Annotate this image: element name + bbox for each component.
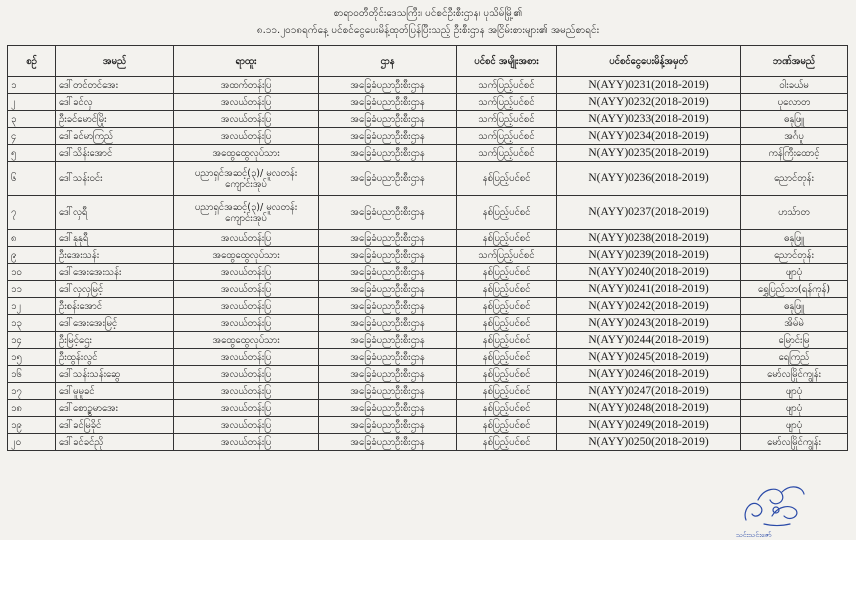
row-name: ဦးစန်းအောင် <box>56 298 174 315</box>
table-header-row <box>8 46 848 77</box>
table-row <box>8 383 848 400</box>
table-row <box>8 349 848 366</box>
row-type: သက်ပြည့်ပင်စင် <box>457 94 557 111</box>
row-bank: ရေကြည် <box>741 349 848 366</box>
row-code: N(AYY)0237(2018-2019) <box>557 196 741 230</box>
table-row <box>8 111 848 128</box>
row-code: N(AYY)0238(2018-2019) <box>557 230 741 247</box>
table-row <box>8 281 848 298</box>
row-name: ဒေါ်အေးအေးမြင့် <box>56 315 174 332</box>
row-code: N(AYY)0247(2018-2019) <box>557 383 741 400</box>
table-row <box>8 298 848 315</box>
table-row <box>8 434 848 451</box>
row-name: ဦးခင်မောင်မြိုး <box>56 111 174 128</box>
row-type: နစ်ပြည့်ပင်စင် <box>457 281 557 298</box>
row-rank: အလယ်တန်းပြ <box>174 111 319 128</box>
row-type: သက်ပြည့်ပင်စင် <box>457 247 557 264</box>
row-bank: ရွှေပြည်သာ(ရန်ကုန်) <box>741 281 848 298</box>
table-row <box>8 400 848 417</box>
row-code: N(AYY)0245(2018-2019) <box>557 349 741 366</box>
row-rank: ပညာရှင်အဆင့်(၃)/ မူလတန်းကျောင်းအုပ် <box>174 162 319 196</box>
row-code: N(AYY)0239(2018-2019) <box>557 247 741 264</box>
row-dept: အခြေခံပညာဦးစီးဌာန <box>319 349 457 366</box>
row-type: သက်ပြည့်ပင်စင် <box>457 111 557 128</box>
row-name: ဒေါ်ခင်မြခိုင် <box>56 417 174 434</box>
row-dept: အခြေခံပညာဦးစီးဌာန <box>319 230 457 247</box>
row-bank: ညောင်တုန်း <box>741 247 848 264</box>
row-dept: အခြေခံပညာဦးစီးဌာန <box>319 111 457 128</box>
row-dept: အခြေခံပညာဦးစီးဌာန <box>319 332 457 349</box>
row-dept: အခြေခံပညာဦးစီးဌာန <box>319 434 457 451</box>
row-dept: အခြေခံပညာဦးစီးဌာန <box>319 298 457 315</box>
row-code: N(AYY)0231(2018-2019) <box>557 77 741 94</box>
row-type: နစ်ပြည့်ပင်စင် <box>457 332 557 349</box>
col-header-type: ပင်စင် အမျိုးအစား <box>457 46 557 77</box>
row-type: နစ်ပြည့်ပင်စင် <box>457 298 557 315</box>
row-rank: အထွေထွေလုပ်သား <box>174 145 319 162</box>
col-header-name: အမည် <box>56 46 174 77</box>
document-subtitle: ၈.၁၁.၂၀၁၈ရက်နေ့ ပင်စင်ငွေပေးမိန့်ထုတ်ပြန်ပြီးသည့် ဦးစီးဌာန အငြိမ်းစားများ၏ အမည်စာရင်း <box>256 25 600 36</box>
row-bank: ဝါးခယ်မ <box>741 77 848 94</box>
row-no: ၅ <box>8 145 56 162</box>
row-bank: ပုလောတ <box>741 94 848 111</box>
row-name: ဒေါ်သိန်းအောင် <box>56 145 174 162</box>
row-type: နစ်ပြည့်ပင်စင် <box>457 162 557 196</box>
table-row <box>8 315 848 332</box>
row-rank: အလယ်တန်းပြ <box>174 128 319 145</box>
row-type: သက်ပြည့်ပင်စင် <box>457 145 557 162</box>
table-row <box>8 94 848 111</box>
row-code: N(AYY)0244(2018-2019) <box>557 332 741 349</box>
row-rank: အလယ်တန်းပြ <box>174 94 319 111</box>
row-name: ဒေါ်နုနုရီ <box>56 230 174 247</box>
row-dept: အခြေခံပညာဦးစီးဌာန <box>319 162 457 196</box>
row-dept: အခြေခံပညာဦးစီးဌာန <box>319 417 457 434</box>
row-no: ၁၆ <box>8 366 56 383</box>
row-code: N(AYY)0236(2018-2019) <box>557 162 741 196</box>
row-rank: အလယ်တန်းပြ <box>174 349 319 366</box>
table-row <box>8 230 848 247</box>
row-code: N(AYY)0233(2018-2019) <box>557 111 741 128</box>
row-no: ၈ <box>8 230 56 247</box>
col-header-code: ပင်စင်ငွေပေးမိန့်အမှတ် <box>557 46 741 77</box>
row-type: သက်ပြည့်ပင်စင် <box>457 128 557 145</box>
row-no: ၁၄ <box>8 332 56 349</box>
row-type: နစ်ပြည့်ပင်စင် <box>457 417 557 434</box>
signature-name: သင်းသင်းဇော် <box>736 531 772 539</box>
row-name: ဦးထွန်းလွင် <box>56 349 174 366</box>
table-row <box>8 77 848 94</box>
row-no: ၁၁ <box>8 281 56 298</box>
row-bank: ဓနုဖြူ <box>741 298 848 315</box>
col-header-bank: ဘဏ်အမည် <box>741 46 848 77</box>
row-bank: မော်လမြိုင်ကျွန်း <box>741 434 848 451</box>
row-code: N(AYY)0249(2018-2019) <box>557 417 741 434</box>
row-no: ၁၉ <box>8 417 56 434</box>
row-code: N(AYY)0243(2018-2019) <box>557 315 741 332</box>
col-header-rank: ရာထူး <box>174 46 319 77</box>
row-no: ၁၈ <box>8 400 56 417</box>
row-bank: ဖျာပုံ <box>741 264 848 281</box>
row-dept: အခြေခံပညာဦးစီးဌာန <box>319 383 457 400</box>
row-no: ၁၅ <box>8 349 56 366</box>
row-type: သက်ပြည့်ပင်စင် <box>457 77 557 94</box>
row-dept: အခြေခံပညာဦးစီးဌာန <box>319 77 457 94</box>
row-type: နစ်ပြည့်ပင်စင် <box>457 349 557 366</box>
row-name: ဦးအေးသန်း <box>56 247 174 264</box>
row-no: ၄ <box>8 128 56 145</box>
row-dept: အခြေခံပညာဦးစီးဌာန <box>319 145 457 162</box>
row-name: ဒေါ်လှရီ <box>56 196 174 230</box>
col-header-dept: ဌာန <box>319 46 457 77</box>
table-row <box>8 366 848 383</box>
table-row <box>8 247 848 264</box>
row-rank: အလယ်တန်းပြ <box>174 298 319 315</box>
row-name: ဒေါ်အေးအေးသန်း <box>56 264 174 281</box>
row-name: ဦးမြင့်ဌေး <box>56 332 174 349</box>
row-dept: အခြေခံပညာဦးစီးဌာန <box>319 315 457 332</box>
signature-mark <box>738 480 808 530</box>
row-dept: အခြေခံပညာဦးစီးဌာန <box>319 264 457 281</box>
row-rank: အလယ်တန်းပြ <box>174 417 319 434</box>
row-rank: ပညာရှင်အဆင့်(၃)/ မူလတန်းကျောင်းအုပ် <box>174 196 319 230</box>
row-bank: ဖျာပုံ <box>741 400 848 417</box>
row-name: ဒေါ်သန်းဝင်း <box>56 162 174 196</box>
row-dept: အခြေခံပညာဦးစီးဌာန <box>319 281 457 298</box>
row-code: N(AYY)0235(2018-2019) <box>557 145 741 162</box>
row-bank: အင်္ဂပူ <box>741 128 848 145</box>
row-bank: ဟသ်ာတ <box>741 196 848 230</box>
row-name: ဒေါ်တင်တင်အေး <box>56 77 174 94</box>
row-code: N(AYY)0250(2018-2019) <box>557 434 741 451</box>
row-dept: အခြေခံပညာဦးစီးဌာန <box>319 196 457 230</box>
row-bank: မြောင်းမြ <box>741 332 848 349</box>
row-name: ဒေါ်စောဉ္စမာအေး <box>56 400 174 417</box>
row-bank: ကန်ကြီးထောင့် <box>741 145 848 162</box>
row-rank: အထက်တန်းပြ <box>174 77 319 94</box>
row-no: ၁၃ <box>8 315 56 332</box>
row-rank: အလယ်တန်းပြ <box>174 434 319 451</box>
table-row <box>8 128 848 145</box>
row-type: နစ်ပြည့်ပင်စင် <box>457 366 557 383</box>
row-name: ဒေါ်ခင်လှ <box>56 94 174 111</box>
col-header-no: စဉ် <box>8 46 56 77</box>
row-type: နစ်ပြည့်ပင်စင် <box>457 383 557 400</box>
row-name: ဒေါ်မူမူခင် <box>56 383 174 400</box>
row-no: ၁၀ <box>8 264 56 281</box>
row-dept: အခြေခံပညာဦးစီးဌာန <box>319 247 457 264</box>
document-title: စာရာဝတီတိုင်းဒေသကြီး၊ ပင်စင်ဦးစီးဌာန၊ ပုသိမ်မြို့၏ <box>333 8 523 19</box>
table-row <box>8 332 848 349</box>
row-dept: အခြေခံပညာဦးစီးဌာန <box>319 94 457 111</box>
row-code: N(AYY)0246(2018-2019) <box>557 366 741 383</box>
row-no: ၃ <box>8 111 56 128</box>
row-name: ဒေါ်ခင်မာကြည် <box>56 128 174 145</box>
row-code: N(AYY)0240(2018-2019) <box>557 264 741 281</box>
row-no: ၁ <box>8 77 56 94</box>
row-bank: ညောင်တုန်း <box>741 162 848 196</box>
row-no: ၁၂ <box>8 298 56 315</box>
row-name: ဒေါ်ခင်ခင်ညို <box>56 434 174 451</box>
row-rank: အလယ်တန်းပြ <box>174 383 319 400</box>
row-no: ၉ <box>8 247 56 264</box>
row-no: ၁၇ <box>8 383 56 400</box>
row-bank: အိမ်မဲ <box>741 315 848 332</box>
row-rank: အလယ်တန်းပြ <box>174 281 319 298</box>
row-type: နစ်ပြည့်ပင်စင် <box>457 400 557 417</box>
row-code: N(AYY)0234(2018-2019) <box>557 128 741 145</box>
row-rank: အလယ်တန်းပြ <box>174 366 319 383</box>
row-type: နစ်ပြည့်ပင်စင် <box>457 315 557 332</box>
row-bank: ဓနုဖြူ <box>741 230 848 247</box>
row-no: ၂ <box>8 94 56 111</box>
row-rank: အလယ်တန်းပြ <box>174 230 319 247</box>
row-dept: အခြေခံပညာဦးစီးဌာန <box>319 366 457 383</box>
row-bank: ဓနုဖြူ <box>741 111 848 128</box>
table-row <box>8 162 848 196</box>
row-rank: အလယ်တန်းပြ <box>174 400 319 417</box>
row-rank: အထွေထွေလုပ်သား <box>174 247 319 264</box>
row-bank: ဖျာပုံ <box>741 383 848 400</box>
row-dept: အခြေခံပညာဦးစီးဌာန <box>319 128 457 145</box>
row-no: ၆ <box>8 162 56 196</box>
table-row <box>8 196 848 230</box>
row-bank: ဖျာပုံ <box>741 417 848 434</box>
pension-table <box>7 45 848 451</box>
row-type: နစ်ပြည့်ပင်စင် <box>457 196 557 230</box>
table-row <box>8 264 848 281</box>
table-row <box>8 417 848 434</box>
row-bank: မော်လမြိုင်ကျွန်း <box>741 366 848 383</box>
row-code: N(AYY)0241(2018-2019) <box>557 281 741 298</box>
row-name: ဒေါ်လှလှမြင့် <box>56 281 174 298</box>
table-row <box>8 145 848 162</box>
row-dept: အခြေခံပညာဦးစီးဌာန <box>319 400 457 417</box>
row-type: နစ်ပြည့်ပင်စင် <box>457 264 557 281</box>
row-no: ၂၀ <box>8 434 56 451</box>
row-code: N(AYY)0242(2018-2019) <box>557 298 741 315</box>
row-rank: အလယ်တန်းပြ <box>174 315 319 332</box>
row-type: နစ်ပြည့်ပင်စင် <box>457 230 557 247</box>
row-name: ဒေါ်သန်းသန်းဆွေ <box>56 366 174 383</box>
row-no: ၇ <box>8 196 56 230</box>
row-rank: အလယ်တန်းပြ <box>174 264 319 281</box>
row-rank: အထွေထွေလုပ်သား <box>174 332 319 349</box>
row-code: N(AYY)0248(2018-2019) <box>557 400 741 417</box>
row-type: နစ်ပြည့်ပင်စင် <box>457 434 557 451</box>
row-code: N(AYY)0232(2018-2019) <box>557 94 741 111</box>
